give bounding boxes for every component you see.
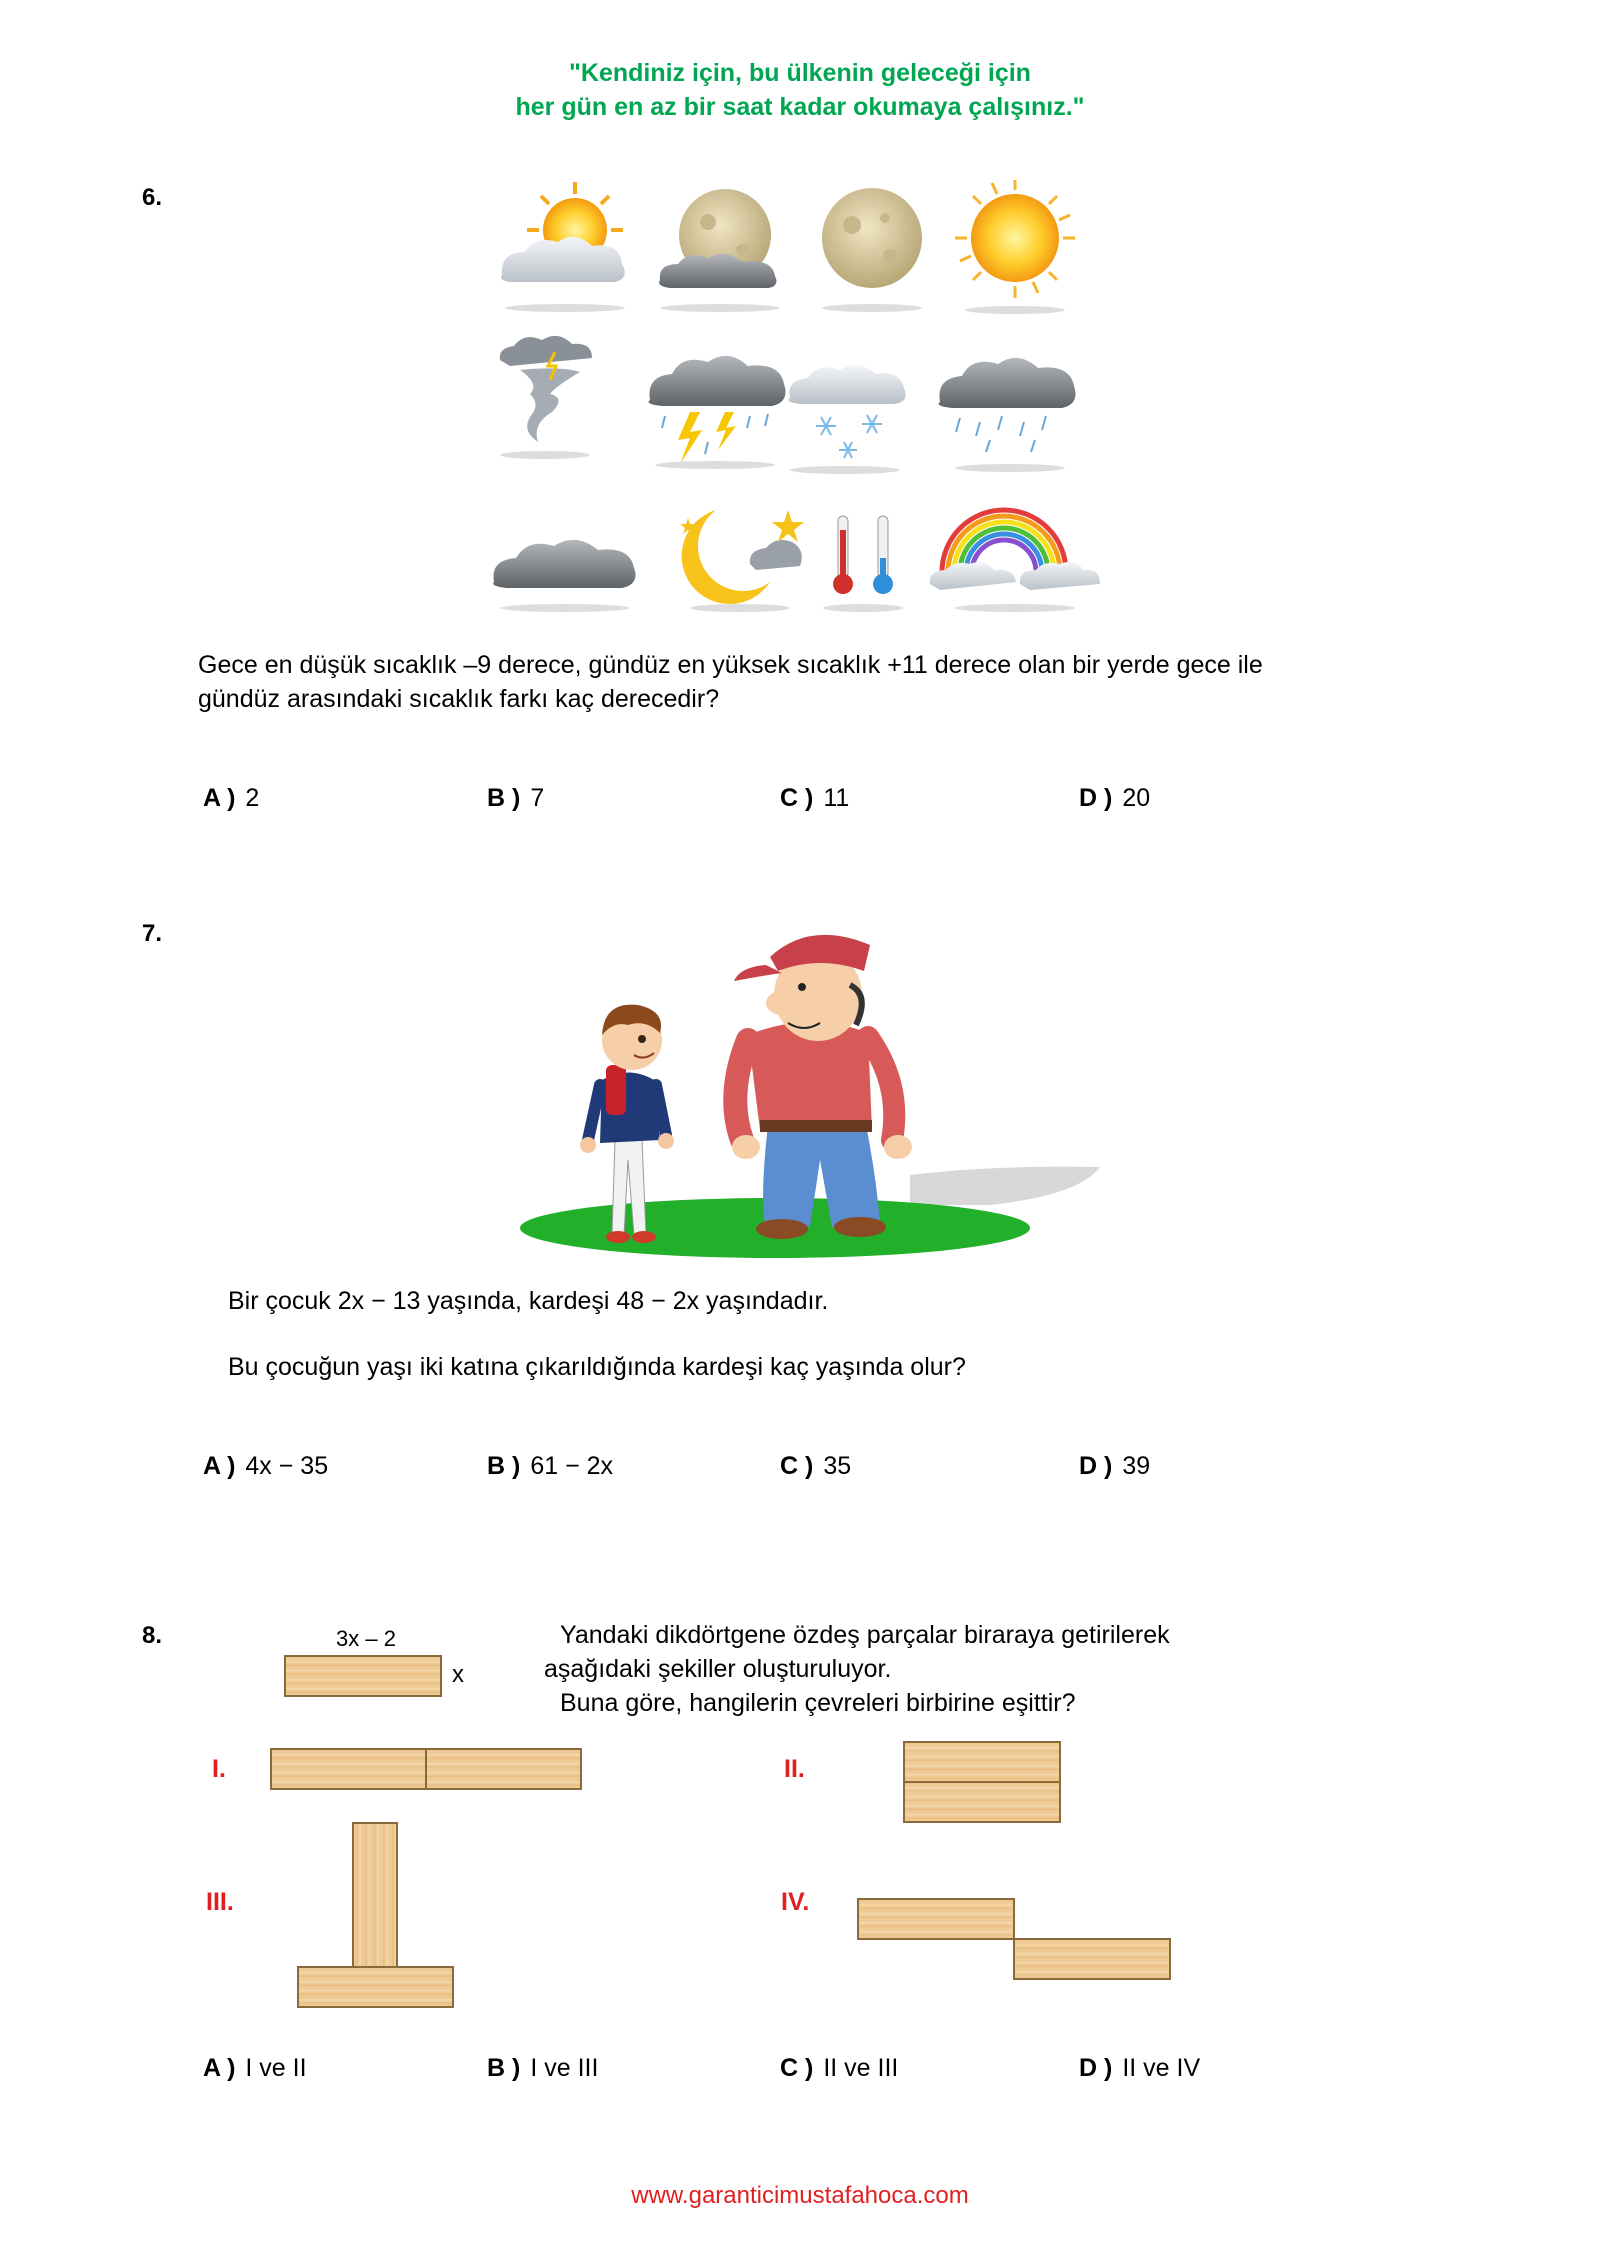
figure-iii-plank-vertical (352, 1822, 398, 1968)
weather-icons-grid (480, 180, 1100, 630)
option-label: C ) (780, 784, 814, 812)
figure-iii-label: III. (206, 1888, 234, 1916)
option-label: A ) (203, 784, 236, 812)
question-7-text-line-2: Bu çocuğun yaşı iki katına çıkarıldığında kardeşi kaç yaşında olur? (228, 1353, 966, 1381)
figure-ii-plank-2 (903, 1781, 1061, 1823)
sun-icon (955, 180, 1075, 314)
tornado-icon (500, 336, 592, 459)
option-value: 61 − 2x (530, 1452, 614, 1480)
question-8-text-line-2: aşağıdaki şekiller oluşturuluyor. (544, 1655, 892, 1683)
option-value: 4x − 35 (245, 1452, 329, 1480)
footer-website-link[interactable]: www.garanticimustafahoca.com (631, 2182, 969, 2209)
q6-option-c[interactable] (780, 784, 849, 813)
option-label: D ) (1079, 1452, 1113, 1480)
figure-ii-plank-1 (903, 1741, 1061, 1783)
thunderstorm-icon (649, 356, 786, 469)
q7-option-b[interactable] (487, 1452, 613, 1481)
rain-cloud-icon (939, 358, 1076, 472)
option-value: 39 (1122, 1452, 1151, 1480)
option-label: C ) (780, 1452, 814, 1480)
option-label: B ) (487, 2054, 521, 2082)
option-value: 35 (823, 1452, 852, 1480)
q7-option-a[interactable] (203, 1452, 328, 1481)
figure-i-plank-2 (425, 1748, 582, 1790)
option-label: D ) (1079, 2054, 1113, 2082)
question-7-number: 7. (142, 920, 163, 947)
figure-i-label: I. (212, 1755, 226, 1783)
option-value: 7 (530, 784, 545, 812)
full-moon-icon (822, 188, 922, 312)
question-6-text-line-2: gündüz arasındaki sıcaklık farkı kaç derecedir? (198, 685, 720, 713)
cloud-icon (493, 540, 635, 612)
q6-option-a[interactable] (203, 784, 259, 813)
question-8-number: 8. (142, 1622, 163, 1649)
q8-option-a[interactable] (203, 2054, 307, 2083)
reference-rectangle (284, 1655, 442, 1697)
rainbow-icon (930, 510, 1100, 612)
question-8-text-line-1: Yandaki dikdörtgene özdeş parçalar biraraya getirilerek (560, 1621, 1170, 1649)
question-6-text-line-1: Gece en düşük sıcaklık –9 derece, gündüz en yüksek sıcaklık +11 derece olan bir yerde gece ile (198, 651, 1263, 679)
man-figure (732, 935, 912, 1239)
rectangle-width-label: 3x – 2 (336, 1626, 396, 1651)
q7-option-c[interactable] (780, 1452, 851, 1481)
figure-iii-plank-horizontal (297, 1966, 454, 2008)
option-label: A ) (203, 2054, 236, 2082)
boy-and-man-illustration (520, 915, 1100, 1260)
figure-iv-plank-1 (857, 1898, 1015, 1940)
snow-cloud-icon (788, 365, 905, 474)
quote-line-2: her gün en az bir saat kadar okumaya çalışınız." (515, 93, 1085, 121)
option-label: A ) (203, 1452, 236, 1480)
q6-option-d[interactable] (1079, 784, 1150, 813)
option-value: 2 (245, 784, 260, 812)
question-7-text-line-1: Bir çocuk 2x − 13 yaşında, kardeşi 48 − 2x yaşındadır. (228, 1287, 829, 1315)
option-label: C ) (780, 2054, 814, 2082)
option-value: 20 (1122, 784, 1151, 812)
motivational-quote (0, 56, 1600, 124)
q6-option-b[interactable] (487, 784, 544, 813)
figure-ii-label: II. (784, 1755, 805, 1783)
option-label: B ) (487, 784, 521, 812)
figure-iv-plank-2 (1013, 1938, 1171, 1980)
crescent-moon-stars-icon (680, 510, 804, 612)
thermometers-icon (823, 516, 903, 612)
question-8-text-line-3: Buna göre, hangilerin çevreleri birbirine eşittir? (560, 1689, 1076, 1717)
option-label: B ) (487, 1452, 521, 1480)
sun-cloud-icon (501, 182, 625, 312)
rectangle-height-label: x (452, 1661, 464, 1688)
q8-option-b[interactable] (487, 2054, 598, 2083)
q8-option-d[interactable] (1079, 2054, 1200, 2083)
option-label: D ) (1079, 784, 1113, 812)
moon-cloud-icon (659, 189, 780, 312)
option-value: II ve III (823, 2054, 899, 2082)
option-value: I ve III (530, 2054, 599, 2082)
figure-iv-label: IV. (781, 1888, 810, 1916)
option-value: II ve IV (1122, 2054, 1201, 2082)
quote-line-1: "Kendiniz için, bu ülkenin geleceği için (569, 59, 1031, 87)
figure-i-plank-1 (270, 1748, 427, 1790)
option-value: 11 (823, 784, 850, 812)
option-value: I ve II (245, 2054, 307, 2082)
q8-option-c[interactable] (780, 2054, 898, 2083)
q7-option-d[interactable] (1079, 1452, 1150, 1481)
question-6-number: 6. (142, 184, 163, 211)
